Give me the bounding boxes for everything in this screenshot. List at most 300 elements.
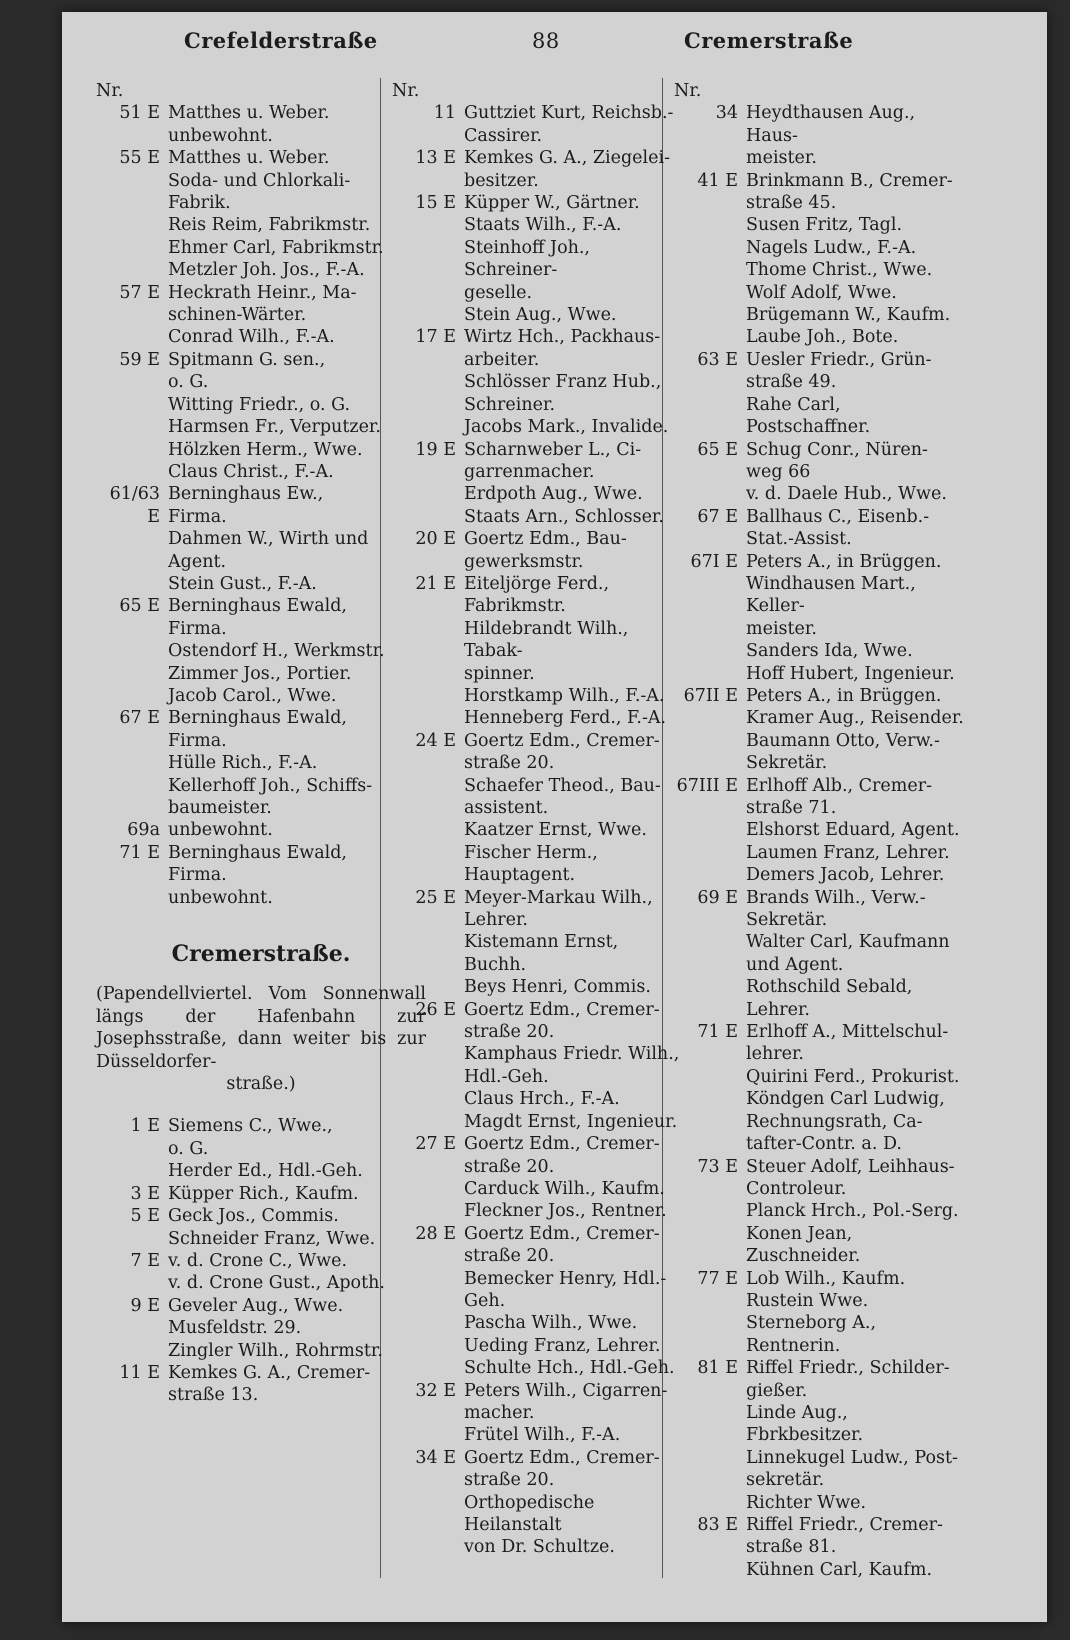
entry-text: gewerksmstr. bbox=[464, 551, 584, 572]
entry-text: Rechnungsrath, Ca- bbox=[746, 1111, 923, 1132]
entry-text: Erlhoff A., Mittelschul- bbox=[746, 1022, 949, 1043]
list-item bbox=[392, 775, 682, 820]
list-item bbox=[674, 170, 964, 215]
entry-text: Staats Wilh., F.-A. bbox=[464, 215, 622, 236]
list-item bbox=[392, 707, 682, 729]
list-item bbox=[674, 1066, 964, 1088]
entry-text: arbeiter. bbox=[464, 349, 540, 370]
entry-list bbox=[674, 102, 964, 1581]
entry-text: Musfeldstr. 29. bbox=[168, 1318, 302, 1339]
list-item bbox=[96, 237, 426, 259]
entry-text: o. G. bbox=[168, 1138, 209, 1159]
entry-text: Dahmen W., Wirth und bbox=[168, 529, 369, 550]
entry-text: Claus Hrch., F.-A. bbox=[464, 1089, 620, 1110]
house-number: 67II E bbox=[683, 685, 738, 706]
nr-label: Nr. bbox=[96, 81, 124, 101]
list-item bbox=[674, 1357, 964, 1402]
list-item bbox=[96, 349, 426, 394]
list-item bbox=[392, 1312, 682, 1334]
list-item bbox=[674, 259, 964, 281]
house-number: 15 E bbox=[415, 193, 456, 214]
entry-text: Hildebrandt Wilh., Tabak- bbox=[464, 618, 629, 662]
entry-text: Susen Fritz, Tagl. bbox=[746, 215, 903, 236]
entry-text: Bemecker Henry, Hdl.-Geh. bbox=[464, 1268, 667, 1311]
page-number: 88 bbox=[532, 29, 560, 53]
list-item bbox=[96, 1160, 426, 1182]
entry-text: und Agent. bbox=[746, 954, 844, 975]
list-item bbox=[96, 394, 426, 416]
list-item bbox=[392, 192, 682, 214]
entry-text: Küpper W., Gärtner. bbox=[464, 193, 640, 214]
entry-text: lehrer. bbox=[746, 1044, 804, 1065]
list-item bbox=[674, 326, 964, 348]
list-item bbox=[96, 326, 426, 348]
list-item bbox=[674, 775, 964, 820]
house-number: 57 E bbox=[119, 282, 160, 303]
list-item bbox=[96, 1340, 426, 1362]
house-number: 26 E bbox=[415, 999, 456, 1020]
list-item bbox=[674, 483, 964, 505]
list-item bbox=[674, 1088, 964, 1155]
street-description-end: straße.) bbox=[226, 1074, 296, 1095]
entry-text: Baumann Otto, Verw.- bbox=[746, 730, 940, 751]
entry-text: Matthes u. Weber. bbox=[168, 148, 330, 169]
entry-text: Metzler Joh. Jos., F.-A. bbox=[168, 260, 365, 281]
entry-text: straße 81. bbox=[746, 1537, 837, 1558]
entry-text: straße 45. bbox=[746, 193, 837, 214]
house-number: 83 E bbox=[697, 1515, 738, 1535]
list-item bbox=[674, 282, 964, 304]
street-description-text: (Papendellviertel. Vom Sonnenwall längs der Hafenbahn zur Josephsstraße, dann weiter bis zur Düsseldorfer- bbox=[96, 984, 426, 1072]
house-number: 19 E bbox=[415, 439, 456, 460]
entry-text: straße 20. bbox=[464, 1022, 555, 1043]
entry-text: Hülle Rich., F.-A. bbox=[168, 753, 318, 774]
entry-text: geselle. bbox=[464, 282, 533, 303]
entry-text: Goertz Edm., Bau- bbox=[464, 529, 627, 550]
entry-text: tafter-Contr. a. D. bbox=[746, 1134, 902, 1155]
entry-text: Berninghaus Ewald, bbox=[168, 842, 347, 863]
entry-text: Erlhoff Alb., Cremer- bbox=[746, 775, 933, 796]
entry-text: Schaefer Theod., Bau- bbox=[464, 775, 661, 796]
entry-text: Herder Ed., Hdl.-Geh. bbox=[168, 1161, 363, 1182]
entry-text: straße 71. bbox=[746, 798, 837, 818]
house-number: 65 E bbox=[119, 596, 160, 617]
entry-text: Heckrath Heinr., Ma- bbox=[168, 282, 357, 303]
list-item bbox=[674, 1402, 964, 1447]
list-item bbox=[674, 551, 964, 573]
entry-text: Sanders Ida, Wwe. bbox=[746, 641, 913, 662]
entry-text: Uesler Friedr., Grün- bbox=[746, 349, 932, 370]
list-item bbox=[392, 1492, 682, 1559]
house-number: 27 E bbox=[415, 1134, 456, 1155]
entry-text: gießer. bbox=[746, 1380, 808, 1401]
entry-text: Elshorst Eduard, Agent. bbox=[746, 820, 960, 841]
list-item bbox=[96, 775, 426, 820]
house-number: 65 E bbox=[697, 439, 738, 460]
house-number: 17 E bbox=[415, 327, 456, 348]
entry-text: Matthes u. Weber. bbox=[168, 103, 330, 124]
entry-text: Kühnen Carl, Kaufm. bbox=[746, 1559, 933, 1580]
list-item bbox=[392, 1380, 682, 1425]
entry-text: Ballhaus C., Eisenb.- bbox=[746, 506, 930, 527]
list-item bbox=[392, 1335, 682, 1357]
list-item bbox=[674, 931, 964, 976]
entry-text: Hölzken Herm., Wwe. bbox=[168, 439, 363, 460]
entry-text: Sekretär. bbox=[746, 910, 828, 931]
list-item bbox=[674, 1223, 964, 1268]
list-item bbox=[674, 685, 964, 707]
list-item bbox=[392, 1200, 682, 1222]
list-item bbox=[674, 707, 964, 729]
entry-text: Frütel Wilh., F.-A. bbox=[464, 1425, 621, 1446]
house-number: 9 E bbox=[130, 1295, 160, 1316]
entry-text: Peters A., in Brüggen. bbox=[746, 685, 942, 706]
entry-text: sekretär. bbox=[746, 1470, 825, 1491]
entry-text: von Dr. Schultze. bbox=[464, 1537, 615, 1558]
entry-text: besitzer. bbox=[464, 170, 539, 191]
list-item bbox=[96, 595, 426, 640]
entry-text: Erdpoth Aug., Wwe. bbox=[464, 484, 643, 505]
entry-text: Kemkes G. A., Cremer- bbox=[168, 1362, 371, 1383]
house-number: 77 E bbox=[697, 1268, 738, 1289]
list-item bbox=[96, 1205, 426, 1227]
list-item bbox=[674, 349, 964, 394]
list-item bbox=[674, 102, 964, 169]
entry-text: Steuer Adolf, Leihhaus- bbox=[746, 1156, 955, 1177]
entry-text: Goertz Edm., Cremer- bbox=[464, 1223, 660, 1244]
list-item bbox=[674, 394, 964, 439]
street-description bbox=[96, 983, 426, 1095]
entry-text: straße 20. bbox=[464, 753, 555, 774]
entry-text: Claus Christ., F.-A. bbox=[168, 461, 334, 482]
list-item bbox=[674, 1290, 964, 1312]
entry-text: Ostendorf H., Werkmstr. bbox=[168, 641, 385, 662]
list-item bbox=[96, 573, 426, 595]
list-item bbox=[96, 663, 426, 685]
house-number: 69 E bbox=[697, 887, 738, 908]
list-item bbox=[96, 842, 426, 909]
entry-text: Linnekugel Ludw., Post- bbox=[746, 1447, 958, 1468]
list-item bbox=[392, 304, 682, 326]
entry-text: Cassirer. bbox=[464, 125, 543, 146]
list-item bbox=[392, 506, 682, 528]
entry-text: Rustein Wwe. bbox=[746, 1290, 869, 1311]
entry-text: Walter Carl, Kaufmann bbox=[746, 932, 950, 953]
entry-text: v. d. Crone C., Wwe. bbox=[168, 1250, 348, 1271]
entry-text: Kramer Aug., Reisender. bbox=[746, 708, 964, 729]
entry-text: Thome Christ., Wwe. bbox=[746, 260, 933, 281]
header-left-street: Crefelderstraße bbox=[184, 28, 378, 53]
entry-text: Staats Arn., Schlosser. bbox=[464, 506, 664, 527]
list-item bbox=[96, 483, 426, 528]
entry-text: Brinkmann B., Cremer- bbox=[746, 170, 953, 191]
list-item bbox=[674, 1514, 964, 1559]
entry-text: Goertz Edm., Cremer- bbox=[464, 1134, 660, 1155]
list-item bbox=[392, 976, 682, 998]
entry-text: Köndgen Carl Ludwig, bbox=[746, 1089, 945, 1110]
entry-text: schinen-Wärter. bbox=[168, 305, 307, 326]
entry-text: Agent. bbox=[168, 551, 227, 572]
entry-list bbox=[96, 1115, 426, 1406]
entry-text: Riffel Friedr., Schilder- bbox=[746, 1358, 950, 1379]
entry-text: Berninghaus Ewald, bbox=[168, 708, 347, 729]
entry-text: Zingler Wilh., Rohrmstr. bbox=[168, 1340, 383, 1361]
list-item bbox=[96, 439, 426, 461]
list-item bbox=[392, 326, 682, 371]
entry-text: Berninghaus Ewald, bbox=[168, 596, 347, 617]
list-item bbox=[392, 887, 682, 932]
house-number: 55 E bbox=[119, 148, 160, 169]
list-item bbox=[96, 1250, 426, 1272]
entry-text: Sterneborg A., Rentnerin. bbox=[746, 1313, 877, 1356]
entry-text: Brands Wilh., Verw.- bbox=[746, 887, 926, 908]
list-item bbox=[674, 1492, 964, 1514]
list-item bbox=[674, 237, 964, 259]
entry-text: unbewohnt. bbox=[168, 125, 273, 146]
list-item bbox=[96, 1272, 426, 1294]
entry-text: straße 49. bbox=[746, 372, 837, 393]
entry-text: v. d. Crone Gust., Apoth. bbox=[168, 1273, 385, 1294]
list-item bbox=[392, 147, 682, 192]
list-item bbox=[392, 573, 682, 618]
entry-text: Goertz Edm., Cremer- bbox=[464, 1447, 660, 1468]
entry-text: Windhausen Mart., Keller- bbox=[746, 573, 916, 617]
list-item bbox=[674, 864, 964, 886]
entry-list bbox=[96, 102, 426, 909]
house-number: 11 E bbox=[119, 1362, 160, 1383]
list-item bbox=[392, 819, 682, 841]
entry-text: Rothschild Sebald, Lehrer. bbox=[746, 977, 913, 1020]
directory-page bbox=[62, 12, 1047, 1622]
nr-label: Nr. bbox=[392, 81, 420, 101]
list-item bbox=[392, 214, 682, 236]
entry-text: spinner. bbox=[464, 663, 535, 684]
list-item bbox=[674, 819, 964, 841]
list-item bbox=[674, 1268, 964, 1290]
list-item bbox=[96, 214, 426, 236]
entry-text: Firma. bbox=[168, 865, 227, 886]
house-number: 1 E bbox=[130, 1116, 160, 1137]
house-number: 67 E bbox=[119, 708, 160, 729]
entry-text: Kamphaus Friedr. Wilh., bbox=[464, 1044, 680, 1065]
list-item bbox=[96, 1115, 426, 1160]
entry-text: Kistemann Ernst, Buchh. bbox=[464, 932, 619, 975]
list-item bbox=[392, 439, 682, 484]
entry-text: straße 20. bbox=[464, 1470, 555, 1491]
list-item bbox=[96, 461, 426, 483]
list-item bbox=[96, 1362, 426, 1407]
list-item bbox=[96, 147, 426, 214]
list-item bbox=[96, 640, 426, 662]
list-item bbox=[674, 663, 964, 685]
house-number: 67 E bbox=[697, 506, 738, 527]
entry-text: Fabrikmstr. bbox=[464, 596, 566, 617]
entry-text: Geveler Aug., Wwe. bbox=[168, 1295, 344, 1316]
entry-text: Firma. bbox=[168, 730, 227, 751]
house-number: 21 E bbox=[415, 573, 456, 594]
entry-text: Ehmer Carl, Fabrikmstr. bbox=[168, 237, 384, 258]
entry-text: Goertz Edm., Cremer- bbox=[464, 730, 660, 751]
house-number: 41 E bbox=[697, 170, 738, 191]
entry-text: Lehrer. bbox=[464, 910, 528, 931]
entry-text: Horstkamp Wilh., F.-A. bbox=[464, 685, 665, 706]
entry-text: Schlösser Franz Hub., bbox=[464, 372, 662, 393]
entry-text: Eiteljörge Ferd., bbox=[464, 573, 610, 594]
entry-text: meister. bbox=[746, 618, 817, 639]
entry-text: Quirini Ferd., Prokurist. bbox=[746, 1066, 960, 1087]
list-item bbox=[392, 483, 682, 505]
list-item bbox=[96, 685, 426, 707]
entry-text: Pascha Wilh., Wwe. bbox=[464, 1313, 638, 1334]
entry-text: Steinhoff Joh., Schreiner- bbox=[464, 237, 590, 281]
list-item bbox=[392, 999, 682, 1044]
house-number: 28 E bbox=[415, 1223, 456, 1244]
column-1 bbox=[96, 80, 426, 1407]
list-item bbox=[392, 416, 682, 438]
list-item bbox=[392, 1043, 682, 1088]
list-item bbox=[96, 528, 426, 573]
entry-text: macher. bbox=[464, 1402, 535, 1423]
entry-text: unbewohnt. bbox=[168, 887, 273, 908]
entry-text: Sekretär. bbox=[746, 753, 828, 774]
list-item bbox=[392, 685, 682, 707]
list-item bbox=[674, 573, 964, 640]
list-item bbox=[674, 1312, 964, 1357]
list-item bbox=[674, 1559, 964, 1581]
list-item bbox=[96, 416, 426, 438]
list-item bbox=[674, 842, 964, 864]
entry-text: Goertz Edm., Cremer- bbox=[464, 999, 660, 1020]
house-number: 67III E bbox=[676, 775, 738, 796]
entry-text: Jacobs Mark., Invalide. bbox=[464, 417, 669, 438]
house-number: 81 E bbox=[697, 1358, 738, 1379]
list-item bbox=[392, 1223, 682, 1268]
entry-text: Heydthausen Aug., Haus- bbox=[746, 103, 916, 146]
entry-text: Spitmann G. sen., bbox=[168, 349, 326, 370]
entry-text: Soda- und Chlorkali- bbox=[168, 170, 351, 191]
list-item bbox=[392, 1447, 682, 1492]
entry-list bbox=[392, 102, 682, 1558]
entry-text: Rahe Carl, Postschaffner. bbox=[746, 394, 871, 438]
entry-text: Witting Friedr., o. G. bbox=[168, 394, 351, 415]
house-number: 61/63 E bbox=[109, 484, 160, 527]
entry-text: Demers Jacob, Lehrer. bbox=[746, 865, 945, 886]
list-item bbox=[96, 1295, 426, 1340]
list-item bbox=[392, 1178, 682, 1200]
list-item bbox=[96, 259, 426, 281]
entry-text: Hoff Hubert, Ingenieur. bbox=[746, 663, 955, 684]
entry-text: Nagels Ludw., F.-A. bbox=[746, 237, 917, 258]
house-number: 59 E bbox=[119, 349, 160, 370]
entry-text: Laube Joh., Bote. bbox=[746, 327, 899, 348]
list-item bbox=[392, 842, 682, 887]
entry-text: Laumen Franz, Lehrer. bbox=[746, 842, 950, 863]
house-number: 34 E bbox=[415, 1447, 456, 1468]
entry-text: Firma. bbox=[168, 618, 227, 639]
entry-text: Schug Conr., Nüren- bbox=[746, 439, 928, 460]
entry-text: Küpper Rich., Kaufm. bbox=[168, 1183, 359, 1204]
entry-text: straße 20. bbox=[464, 1246, 555, 1267]
list-item bbox=[392, 528, 682, 573]
list-item bbox=[96, 102, 426, 147]
entry-text: Schreiner. bbox=[464, 394, 556, 415]
list-item bbox=[674, 304, 964, 326]
entry-text: Schneider Franz, Wwe. bbox=[168, 1228, 376, 1249]
street-title: Cremerstraße. bbox=[171, 941, 351, 968]
list-item bbox=[674, 1200, 964, 1222]
entry-text: Harmsen Fr., Verputzer. bbox=[168, 417, 381, 438]
house-number: 5 E bbox=[130, 1206, 160, 1227]
house-number: 73 E bbox=[697, 1156, 738, 1177]
list-item bbox=[392, 931, 682, 976]
entry-text: Brügemann W., Kaufm. bbox=[746, 305, 951, 326]
list-item bbox=[392, 1133, 682, 1178]
entry-text: baumeister. bbox=[168, 798, 272, 818]
list-item bbox=[674, 730, 964, 775]
house-number: 67I E bbox=[690, 551, 738, 572]
entry-text: Fleckner Jos., Rentner. bbox=[464, 1201, 667, 1222]
entry-text: Guttziet Kurt, Reichsb.- bbox=[464, 103, 674, 124]
entry-text: Henneberg Ferd., F.-A. bbox=[464, 708, 667, 729]
list-item bbox=[392, 1268, 682, 1313]
house-number: 34 bbox=[715, 103, 738, 124]
list-item bbox=[96, 819, 426, 841]
entry-text: Wirtz Hch., Packhaus- bbox=[464, 327, 661, 348]
list-item bbox=[674, 976, 964, 1021]
entry-text: Hdl.-Geh. bbox=[464, 1066, 549, 1087]
entry-text: Linde Aug., Fbrkbesitzer. bbox=[746, 1402, 864, 1446]
list-item bbox=[674, 887, 964, 932]
list-item bbox=[96, 707, 426, 752]
entry-text: Conrad Wilh., F.-A. bbox=[168, 327, 335, 348]
house-number: 7 E bbox=[130, 1250, 160, 1271]
list-item bbox=[392, 730, 682, 775]
entry-text: v. d. Daele Hub., Wwe. bbox=[746, 484, 947, 505]
entry-text: Fischer Herm., Hauptagent. bbox=[464, 842, 598, 886]
house-number: 32 E bbox=[415, 1380, 456, 1401]
entry-text: Peters Wilh., Cigarren- bbox=[464, 1380, 668, 1401]
house-number: 13 E bbox=[415, 148, 456, 169]
entry-text: garrenmacher. bbox=[464, 461, 595, 482]
entry-text: assistent. bbox=[464, 798, 549, 818]
list-item bbox=[674, 439, 964, 484]
list-item bbox=[392, 237, 682, 304]
entry-text: Ueding Franz, Lehrer. bbox=[464, 1335, 661, 1356]
page-header bbox=[62, 30, 1047, 64]
entry-text: meister. bbox=[746, 148, 817, 169]
nr-label: Nr. bbox=[674, 81, 702, 101]
list-item bbox=[674, 506, 964, 551]
entry-text: Stein Aug., Wwe. bbox=[464, 305, 617, 326]
entry-text: Richter Wwe. bbox=[746, 1492, 867, 1513]
entry-text: Schulte Hch., Hdl.-Geh. bbox=[464, 1358, 675, 1379]
header-right-street: Cremerstraße bbox=[684, 28, 854, 53]
list-item bbox=[392, 1424, 682, 1446]
list-item bbox=[96, 1183, 426, 1205]
list-item bbox=[392, 1088, 682, 1110]
entry-text: Berninghaus Ew., bbox=[168, 484, 324, 505]
entry-text: Controleur. bbox=[746, 1178, 847, 1199]
list-item bbox=[674, 214, 964, 236]
house-number: 20 E bbox=[415, 529, 456, 550]
column-3 bbox=[674, 80, 964, 1581]
list-item bbox=[674, 1021, 964, 1066]
entry-text: Stat.-Assist. bbox=[746, 529, 852, 550]
entry-text: Zimmer Jos., Portier. bbox=[168, 663, 352, 684]
entry-text: unbewohnt. bbox=[168, 820, 273, 841]
house-number: 11 bbox=[433, 103, 456, 124]
entry-text: Wolf Adolf, Wwe. bbox=[746, 282, 897, 303]
